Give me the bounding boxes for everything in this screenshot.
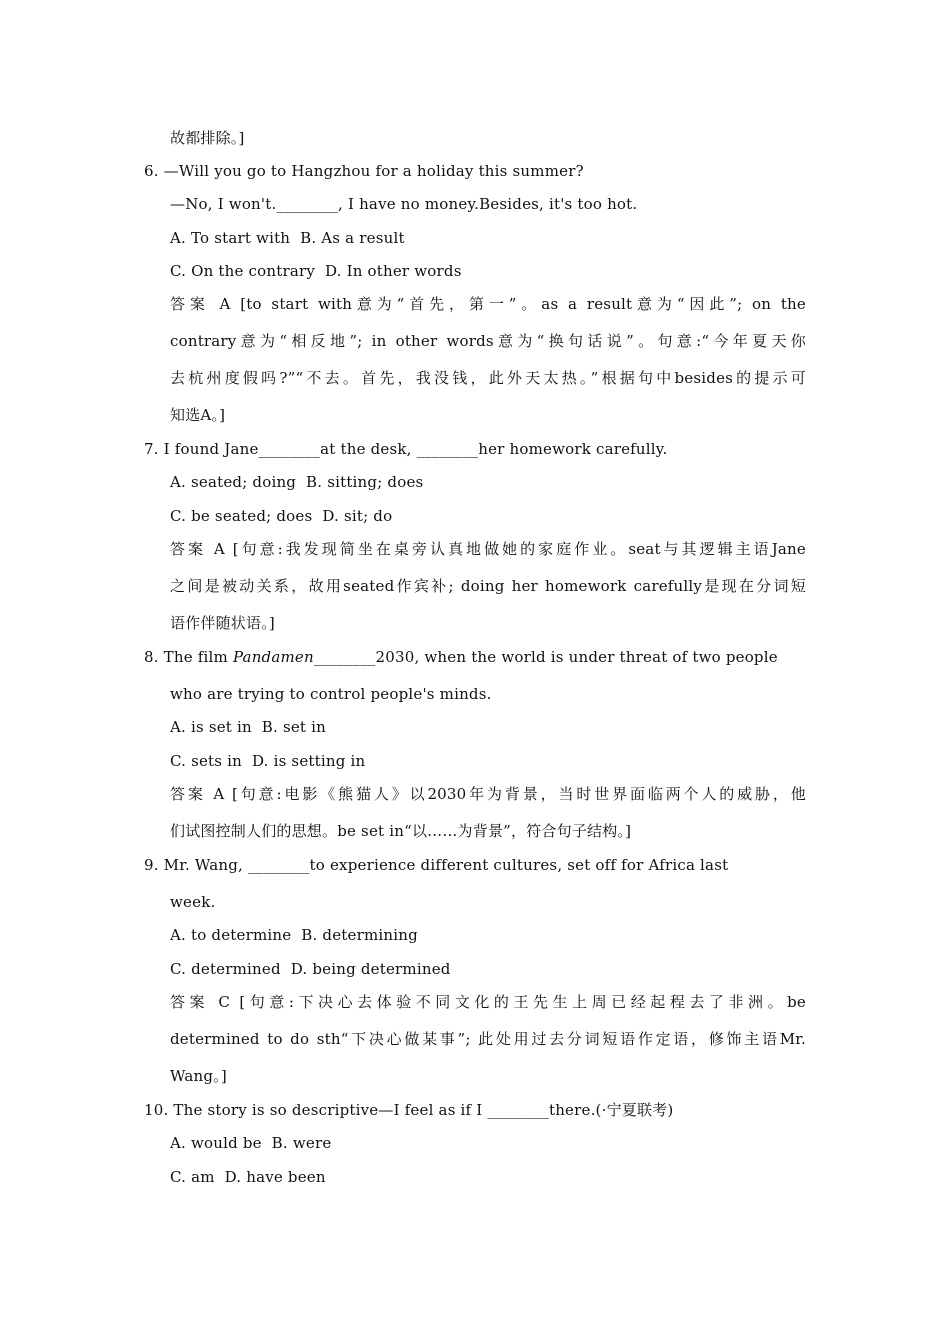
question-9-answer-line-2: determined to do sth“下决心做某事”; 此处用过去分词短语作定语，修饰主语Mr. [170,1030,806,1048]
question-9-options-ab: A. to determine B. determining [170,926,418,944]
film-title: Pandamen [232,648,314,666]
question-8-suffix: ________2030, when the world is under threat of two people [313,648,778,666]
question-7-options-ab: A. seated; doing B. sitting; does [170,473,424,491]
question-7-answer-line-3: 语作伴随状语。] [170,614,275,632]
question-9-options-cd: C. determined D. being determined [170,960,451,978]
question-10-options-ab: A. would be B. were [170,1134,332,1152]
question-7-answer-line-2: 之间是被动关系，故用seated作宾补; doing her homework carefully是现在分词短 [170,577,806,595]
answer-continuation: 故都排除。] [170,129,245,147]
question-8-answer-line-1: 答案 A [句意:电影《熊猫人》以2030年为背景，当时世界面临两个人的威胁，他 [170,785,806,803]
question-6-answer-line-4: 知选A。] [170,406,226,424]
question-6-answer-line-1: 答案 A [to start with意为“首先，第一”。as a result意为“因此”; on the [170,295,806,313]
question-8-answer-line-2: 们试图控制人们的思想。be set in“以……为背景”，符合句子结构。] [170,822,632,840]
question-9-continuation: week. [170,893,216,911]
question-7-answer-line-1: 答案 A [句意:我发现简坐在桌旁认真地做她的家庭作业。seat与其逻辑主语Jane [170,540,806,558]
question-8-options-ab: A. is set in B. set in [170,718,326,736]
question-8-continuation: who are trying to control people's minds. [170,685,492,703]
question-9-answer-line-3: Wang。] [170,1067,227,1085]
question-10: 10. The story is so descriptive—I feel as if I ________there.(·宁夏联考) [144,1101,674,1119]
question-7: 7. I found Jane________at the desk, ________her homework carefully. [144,440,668,458]
question-6-options-ab: A. To start with B. As a result [170,229,405,247]
question-9: 9. Mr. Wang, ________to experience different cultures, set off for Africa last [144,856,729,874]
question-10-options-cd: C. am D. have been [170,1168,326,1186]
question-6: 6. —Will you go to Hangzhou for a holiday this summer? [144,162,584,180]
question-6-answer-line-2: contrary意为“相反地”; in other words意为“换句话说”。句意:“今年夏天你 [170,332,806,350]
question-8 [144,647,778,667]
question-8-prefix: 8. The film [144,648,233,666]
question-8-options-cd: C. sets in D. is setting in [170,752,366,770]
question-6-options-cd: C. On the contrary D. In other words [170,262,462,280]
question-6-response: —No, I won't.________, I have no money.Besides, it's too hot. [170,195,638,213]
question-6-answer-line-3: 去杭州度假吗?”“不去。首先，我没钱，此外天太热。”根据句中besides的提示可 [170,369,806,387]
question-9-answer-line-1: 答案 C [句意:下决心去体验不同文化的王先生上周已经起程去了非洲。be [170,993,806,1011]
question-7-options-cd: C. be seated; does D. sit; do [170,507,393,525]
